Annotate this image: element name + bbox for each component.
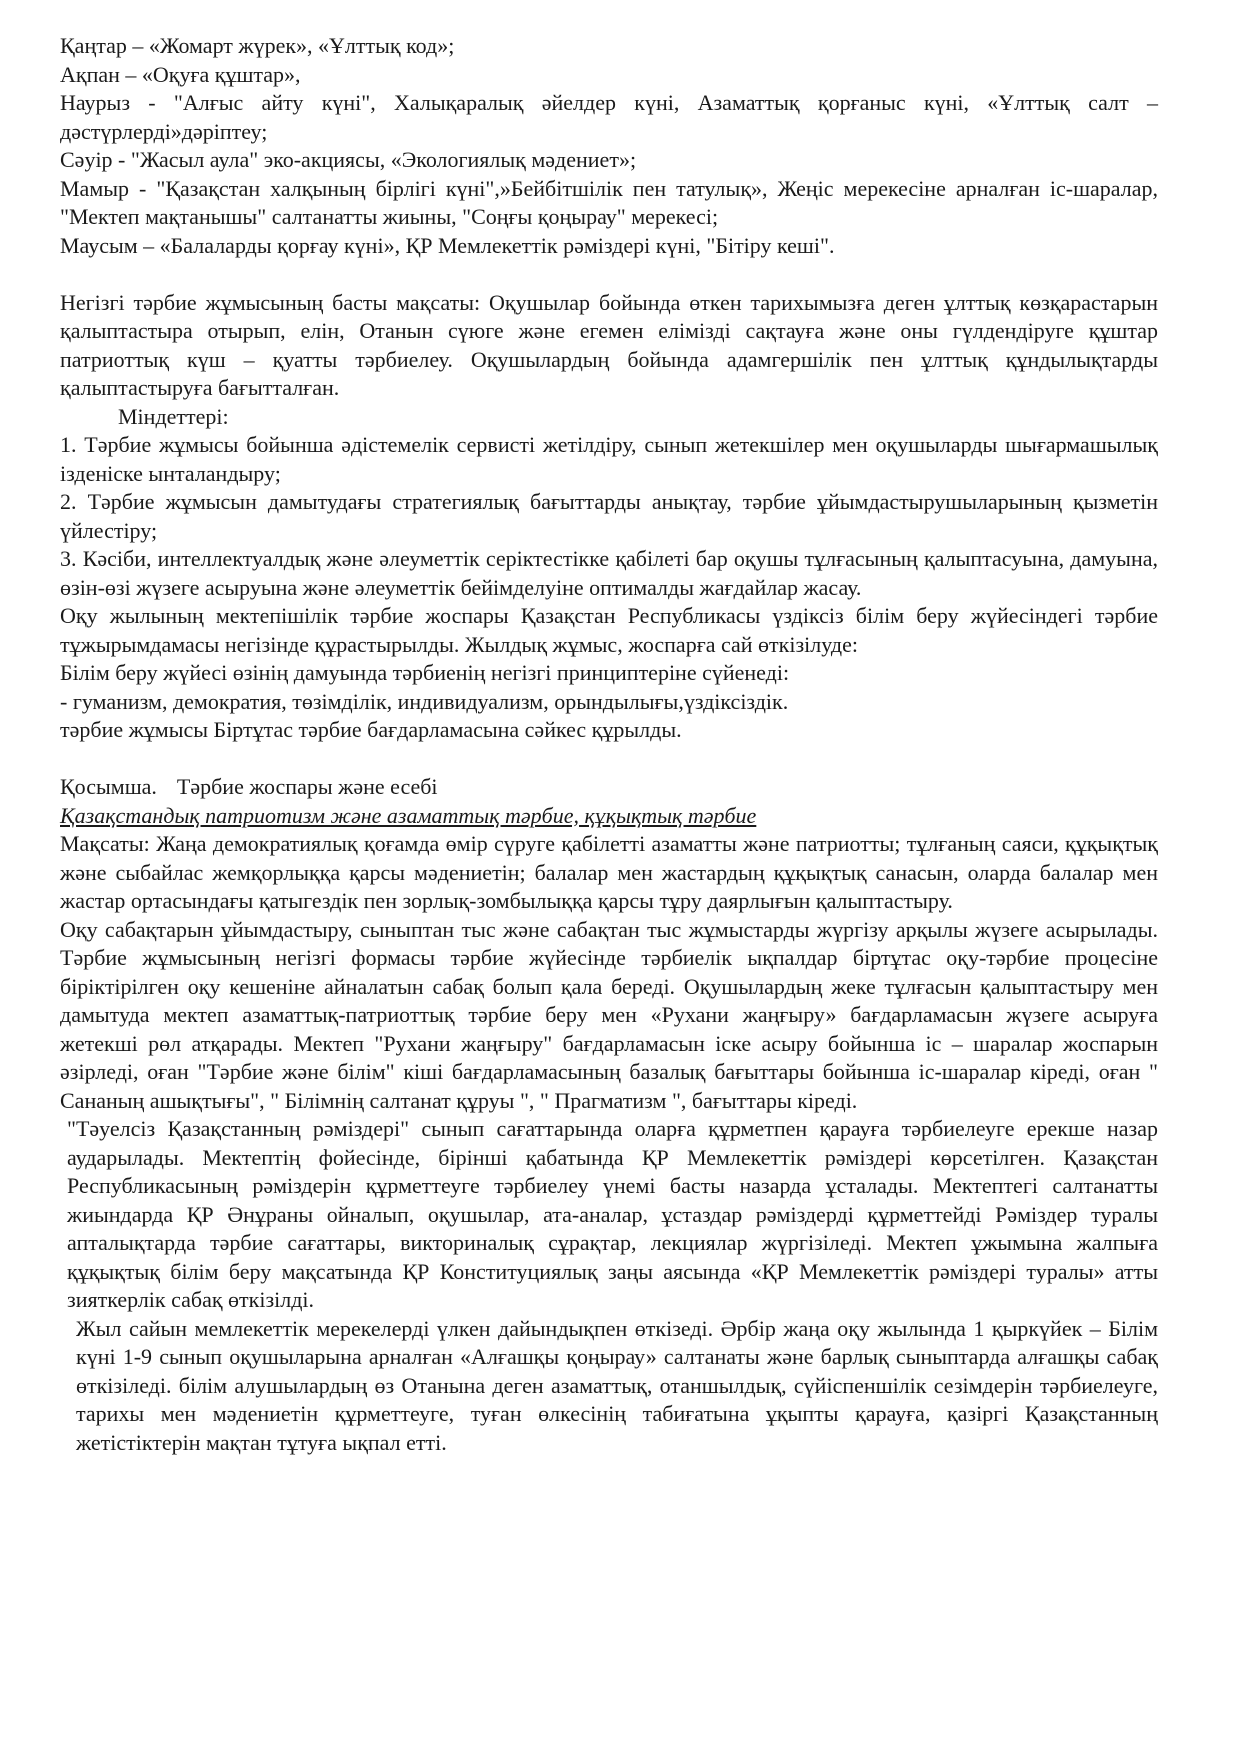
task-item-2: 2. Тәрбие жұмысын дамытудағы стратегиялық бағыттарды анықтау, тәрбие ұйымдастырушыларының қызметін үйлестіру; [60,489,1158,543]
section-paragraph-lessons: Оқу сабақтарын ұйымдастыру, сыныптан тыс және сабақтан тыс жұмыстарды жүргізу арқылы жүзеге асырылады. Тәрбие жұмысының негізгі формасы тәрбие жүйесінде тәрбиелік ықпалдар біртұтас оқу-тәрбие процесіне біріктірілген оқу кешеніне айналатын сабақ болып қала береді. Оқушылардың жеке тұлғасын қалыптастыру мен дамытуда мектеп азаматтық-патриоттық тәрбие беру мен «Рухани жаңғыру» бағдарламасын жүзеге асыруға жетекші рөл атқарады. Мектеп "Рухани жаңғыру" бағдарламасын іске асыру бойынша іс – шаралар жоспарын әзірледі, оған "Тәрбие және білім" кіші бағдарламасының базалық бағыттары бойынша іс-шаралар кіреді, оған " Сананың ашықтығы", " Білімнің салтанат құруы ", " Прагматизм ", бағыттары кіреді. [60,916,1158,1113]
tasks-list [60,431,1158,602]
program-line: тәрбие жұмысы Біртұтас тәрбие бағдарламасына сәйкес құрылды. [60,717,682,742]
plan-paragraph: Оқу жылының мектепішілік тәрбие жоспары Қазақстан Республикасы үздіксіз білім беру жүйесіндегі тәрбие тұжырымдамасы негізінде құрастырылды. Жылдық жұмыс, жоспарға сай өткізілуде: [60,603,1158,657]
section-paragraph-symbols: "Тәуелсіз Қазақстанның рәміздері" сынып сағаттарында оларға құрметпен қарауға тәрбиелеуге ерекше назар аударылады. Мектептің фойесінде, бірінші қабатында ҚР Мемлекеттік рәміздері көрсетілген. Қазақстан Республикасының рәміздерін құрметтеуге тәрбиелеу үнемі басты назарда ұсталады. Мектептегі салтанатты жиындарда ҚР Әнұраны ойналып, оқушылар, ата-аналар, ұстаздар рәміздерді құрметтейді Рәміздер туралы апталықтарда тәрбие сағаттары, викториналық сұрақтар, лекциялар жүргізіледі. Мектеп ұжымына жалпыға құқықтық білім беру мақсатында ҚР Конституциялық заңы аясында «ҚР Мемлекеттік рәміздері туралы» атты зияткерлік сабақ өткізілді. [67,1116,1158,1312]
task-item-3: 3. Кәсіби, интеллектуалдық және әлеуметтік серіктестікке қабілеті бар оқушы тұлғасының қалыптасуына, дамуына, өзін-өзі жүзеге асыруына және әлеуметтік бейімделуіне оптималды жағдайлар жасау. [60,546,1158,600]
month-item-june: Маусым – «Балаларды қорғау күні», ҚР Мемлекеттік рәміздері күні, "Бітіру кеші". [60,232,835,258]
principles-line: Білім беру жүйесі өзінің дамуында тәрбиенің негізгі принциптеріне сүйенеді: [60,660,790,685]
section-goal-paragraph: Мақсаты: Жаңа демократиялық қоғамда өмір сүруге қабілетті азаматты және патриотты; тұлғаның саяси, құқықтық және сыбайлас жемқорлыққа қарсы мәдениетін; балалар мен жастардың құқықтық санасын, оларда балалар мен жастар ортасындағы қатыгездік пен зорлық-зомбылыққа қарсы тұру даярлығын қалыптастыру. [60,831,1158,913]
section-paragraph-holidays: Жыл сайын мемлекеттік мерекелерді үлкен дайындықпен өткізеді. Әрбір жаңа оқу жылында 1 қыркүйек – Білім күні 1-9 сынып оқушыларына арналған «Алғашқы қоңырау» салтанаты және барлық сыныптарда алғашқы сабақ өткізіледі. білім алушылардың өз Отанына деген азаматтық, отаншылдық, сүйіспеншілік сезімдерін тәрбиелеуге, тарихы мен мәдениетін құрметтеуге, туған өлкесінің табиғатына ұқыпты қарауға, қазіргі Қазақстанның жетістіктерін мақтан тұтуға ықпал етті. [76,1315,1158,1455]
monthly-events-list [60,32,1158,260]
goal-paragraph: Негізгі тәрбие жұмысының басты мақсаты: Оқушылар бойында өткен тарихымызға деген ұлттық көзқарастарын қалыптастыра отырып, елін, Отанын сүюге және егемен елімізді сақтауға және оны гүлдендіруге құштар патриоттық күш – қуатты тәрбиелеу. Оқушылардың бойында адамгершілік пен ұлттық құндылықтарды қалыптастыруға бағытталған. [60,289,1158,400]
month-item-march: Наурыз - "Алғыс айту күні", Халықаралық әйелдер күні, Азаматтық қорғаныс күні, «Ұлттық салт – дәстүрлерді»дәріптеу; [60,90,1158,144]
spacer [60,260,1158,289]
document-page [60,32,1158,1457]
task-item-1: 1. Тәрбие жұмысы бойынша әдістемелік сервисті жетілдіру, сынып жетекшілер мен оқушыларды шығармашылық ізденіске ынталандыру; [60,432,1158,486]
principles-list: - гуманизм, демократия, төзімділік, индивидуализм, орындылығы,үздіксіздік. [60,688,789,714]
tasks-heading: Міндеттері: [118,403,229,429]
appendix-label: Қосымша. [60,774,157,799]
month-item-april: Сәуір - "Жасыл аула" эко-акциясы, «Экологиялық мәдениет»; [60,147,637,172]
section-title: Қазақстандық патриотизм және азаматтық тәрбие, құқықтық тәрбие [60,802,757,828]
month-item-february: Ақпан – «Оқуға құштар», [60,61,301,87]
appendix-title: Тәрбие жоспары және есебі [176,774,438,799]
spacer [60,745,1158,774]
section-body [60,830,1158,1457]
month-item-january: Қаңтар – «Жомарт жүрек», «Ұлттық код»; [60,33,455,58]
appendix-heading [60,773,1158,802]
month-item-may: Мамыр - "Қазақстан халқының бірлігі күні",»Бейбітшілік пен татулық», Жеңіс мерекесіне арналған іс-шаралар, "Мектеп мақтанышы" салтанатты жиыны, "Соңғы қоңырау" мерекесі; [60,175,1158,229]
